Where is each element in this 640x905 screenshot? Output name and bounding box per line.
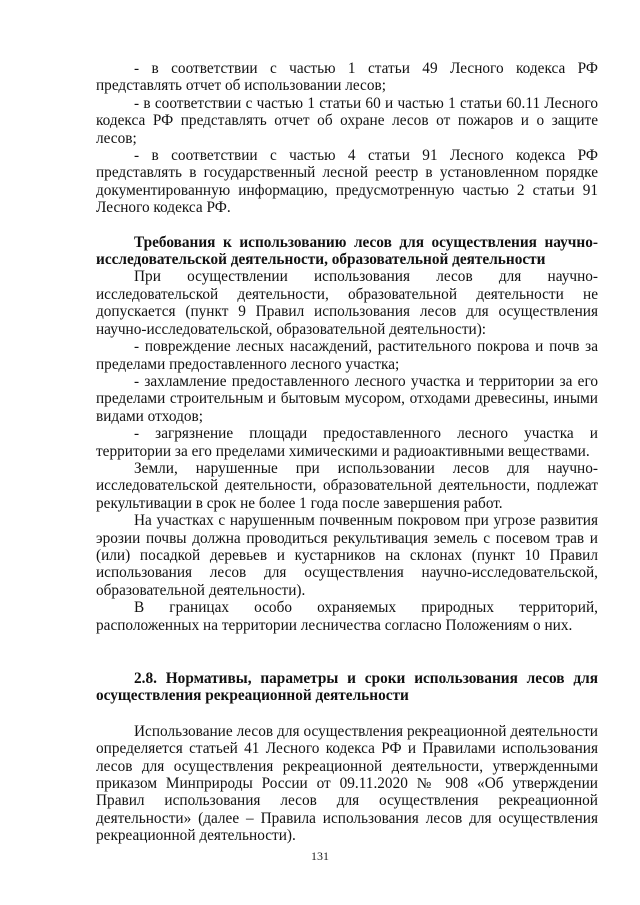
prohibited-item-2: - захламление предоставленного лесного участка и территории за его пределами строительным и бытовым мусором, отходами древесины, иными видами отходов; <box>96 372 598 425</box>
obligation-item-1: - в соответствии с частью 1 статьи 49 Лесного кодекса РФ представлять отчет об использовании лесов; <box>96 60 598 95</box>
prohibited-item-3: - загрязнение площади предоставленного лесного участка и территории за его пределами химическими и радиоактивными веществами. <box>96 425 598 460</box>
obligation-item-3: - в соответствии с частью 4 статьи 91 Лесного кодекса РФ представлять в государственный лесной реестр в установленном порядке документированную информацию, предусмотренную частью 2 статьи 91 Лесного кодекса РФ. <box>96 147 598 217</box>
recultivation-paragraph: Земли, нарушенные при использовании лесов для научно-исследовательской деятельности, образовательной деятельности, подлежат рекультивации в срок не более 1 года после завершения работ. <box>96 459 598 512</box>
protected-areas-paragraph: В границах особо охраняемых природных территорий, расположенных на территории лесничества согласно Положениям о них. <box>96 599 598 634</box>
page-number: 131 <box>311 849 329 863</box>
recreation-paragraph: Использование лесов для осуществления рекреационной деятельности определяется статьей 41 Лесного кодекса РФ и Правилами использования лесов для осуществления рекреационной деятельности, утвержденными приказом Минприроды России от 09.11.2020 № 908 «Об утверждении Правил использования лесов для осуществления рекреационной деятельности» (далее – Правила использования лесов для осуществления рекреационной деятельности). <box>96 722 598 845</box>
recreation-section-heading: 2.8. Нормативы, параметры и сроки использования лесов для осуществления рекреационной деятельности <box>96 670 598 705</box>
erosion-paragraph: На участках с нарушенным почвенным покровом при угрозе развития эрозии почвы должна проводиться рекультивация земель с посевом трав и (или) посадкой деревьев и кустарников на склонах (пункт 10 Правил использования лесов для осуществления научно-исследовательской, образовательной деятельности). <box>96 512 598 599</box>
research-intro-paragraph: При осуществлении использования лесов для научно-исследовательской деятельности, образовательной деятельности не допускается (пункт 9 Правил использования лесов для осуществления научно-исследовательской, образовательной деятельности): <box>96 268 598 338</box>
research-section-heading: Требования к использованию лесов для осуществления научно-исследовательской деятельности, образовательной деятельности <box>96 233 598 269</box>
prohibited-item-1: - повреждение лесных насаждений, растительного покрова и почв за пределами предоставленного лесного участка; <box>96 338 598 373</box>
obligation-item-2: - в соответствии с частью 1 статьи 60 и частью 1 статьи 60.11 Лесного кодекса РФ представлять отчет об охране лесов от пожаров и о защите лесов; <box>96 94 598 147</box>
